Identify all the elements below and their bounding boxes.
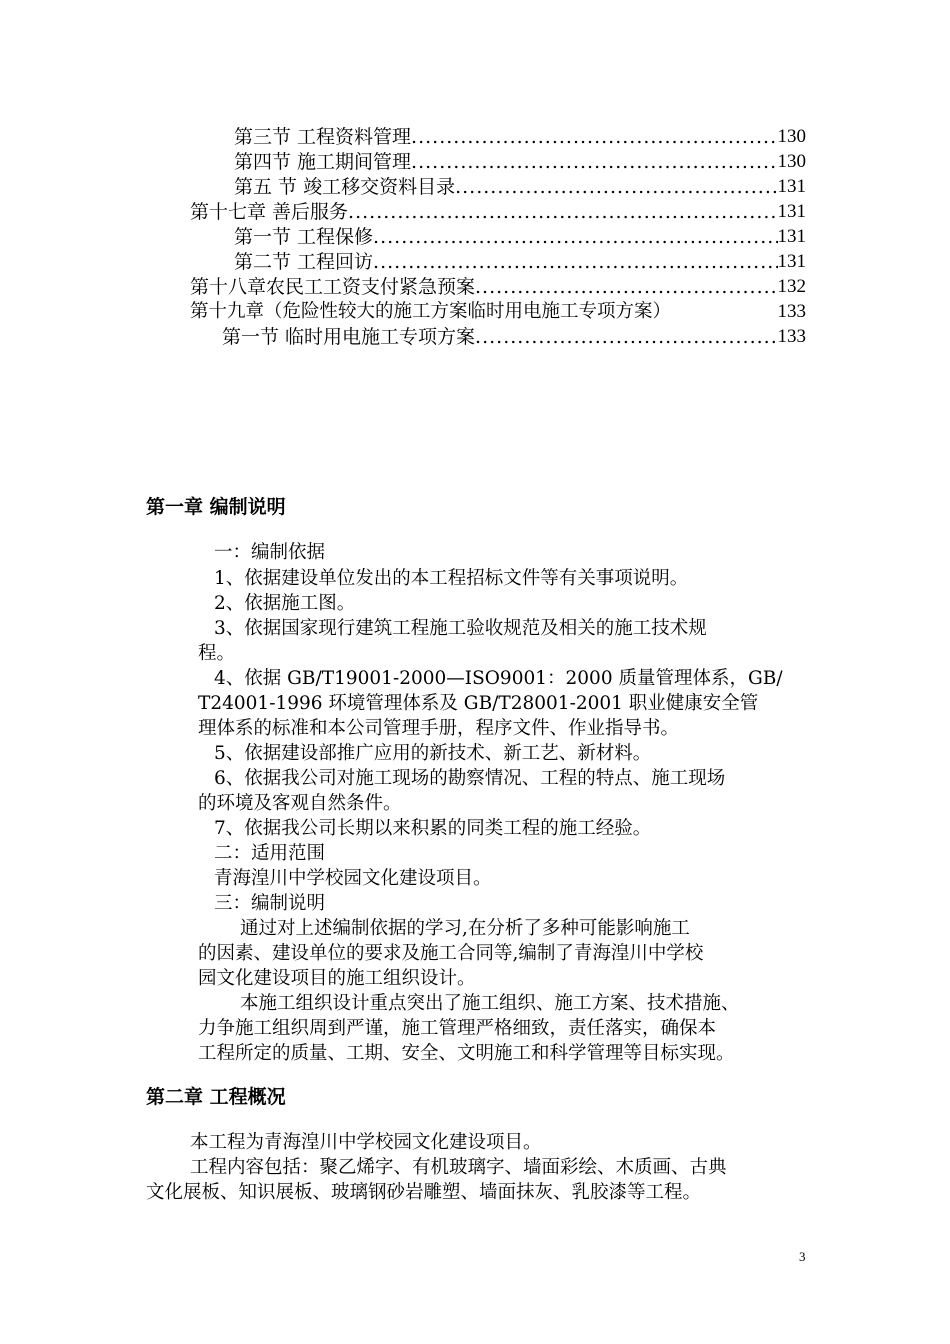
chapter1-line: 的因素、建设单位的要求及施工合同等,编制了青海湟川中学校 [198,943,704,964]
toc-leader-dots [411,124,777,150]
chapter1-line: 青海湟川中学校园文化建设项目。 [214,868,492,889]
chapter1-line: 5、依据建设部推广应用的新技术、新工艺、新材料。 [214,743,652,764]
chapter1-line: 工程所定的质量、工期、安全、文明施工和科学管理等目标实现。 [198,1043,735,1064]
toc-entry-label: 第十七章 善后服务 [190,201,349,223]
toc-entry[interactable] [190,199,806,225]
toc-entry[interactable] [222,324,806,350]
chapter1-line: 一：编制依据 [214,542,326,563]
chapter2-line: 工程内容包括：聚乙烯字、有机玻璃字、墙面彩绘、木质画、古典 [190,1157,727,1178]
chapter1-line: 力争施工组织周到严谨，施工管理严格细致，责任落实，确保本 [198,1018,717,1039]
toc-entry-page: 131 [777,201,806,222]
toc-entry[interactable] [234,149,806,175]
chapter1-line: 1、依据建设单位发出的本工程招标文件等有关事项说明。 [214,568,689,589]
chapter1-line: 2、依据施工图。 [214,593,356,614]
toc-leader-dots [455,174,777,200]
chapter1-line: 6、依据我公司对施工现场的勘察情况、工程的特点、施工现场 [214,768,726,789]
chapter1-line: 的环境及客观自然条件。 [198,793,402,814]
chapter1-line: T24001-1996 环境管理体系及 GB/T28001-2001 职业健康安全管 [198,693,759,714]
toc-entry-page: 132 [777,276,806,297]
toc-entry-page: 133 [777,326,806,347]
toc-leader-dots [411,149,777,175]
chapter2-line: 本工程为青海湟川中学校园文化建设项目。 [190,1132,542,1153]
page-number: 3 [799,1249,806,1264]
toc-entry-page: 131 [777,176,806,197]
chapter1-line: 通过对上述编制依据的学习,在分析了多种可能影响施工 [240,918,690,939]
toc-entry[interactable] [234,174,806,200]
chapter1-line: 程。 [198,643,236,664]
toc-leader-dots [475,274,777,300]
toc-entry-label: 第十八章农民工工资支付紧急预案 [190,276,476,298]
chapter1-line: 二：适用范围 [214,843,326,864]
toc-entry-page: 130 [777,151,806,172]
toc-entry-label: 第一节 临时用电施工专项方案 [222,326,476,348]
chapter1-line: 三：编制说明 [214,893,326,914]
toc-leader-dots [348,199,777,225]
chapter1-line: 本施工组织设计重点突出了施工组织、施工方案、技术措施、 [240,993,740,1014]
toc-entry[interactable] [234,224,806,250]
toc-entry-label: 第十九章（危险性较大的施工方案临时用电施工专项方案） [190,301,672,322]
toc-entry-page: 133 [777,301,806,322]
toc-entry-label: 第三节 工程资料管理 [234,126,412,148]
chapter1-line: 理体系的标准和本公司管理手册，程序文件、作业指导书。 [198,718,680,739]
toc-leader-dots [373,224,777,250]
chapter1-line: 园文化建设项目的施工组织设计。 [198,968,476,989]
chapter1-line: 3、依据国家现行建筑工程施工验收规范及相关的施工技术规 [214,618,707,639]
toc-entry-page: 130 [777,126,806,147]
toc-entry-page: 131 [777,251,806,272]
toc-entry-page: 131 [777,226,806,247]
toc-entry-label: 第四节 施工期间管理 [234,151,412,173]
toc-entry[interactable] [234,124,806,150]
toc-entry[interactable] [234,249,806,275]
toc-entry-label: 第一节 工程保修 [234,226,374,248]
toc-leader-dots [373,249,777,275]
toc-entry-label: 第五 节 竣工移交资料目录 [234,176,456,198]
toc-entry[interactable] [190,299,806,325]
chapter2-line: 文化展板、知识展板、玻璃钢砂岩雕塑、墙面抹灰、乳胶漆等工程。 [146,1182,702,1203]
chapter1-line: 4、依据 GB/T19001-2000—ISO9001：2000 质量管理体系，GB/ [214,668,783,689]
chapter1-line: 7、依据我公司长期以来积累的同类工程的施工经验。 [214,818,652,839]
toc-leader-dots [475,324,777,350]
toc-entry-label: 第二节 工程回访 [234,251,374,273]
chapter2-title: 第二章 工程概况 [146,1086,286,1108]
toc-entry[interactable] [190,274,806,300]
chapter1-title: 第一章 编制说明 [146,496,286,518]
